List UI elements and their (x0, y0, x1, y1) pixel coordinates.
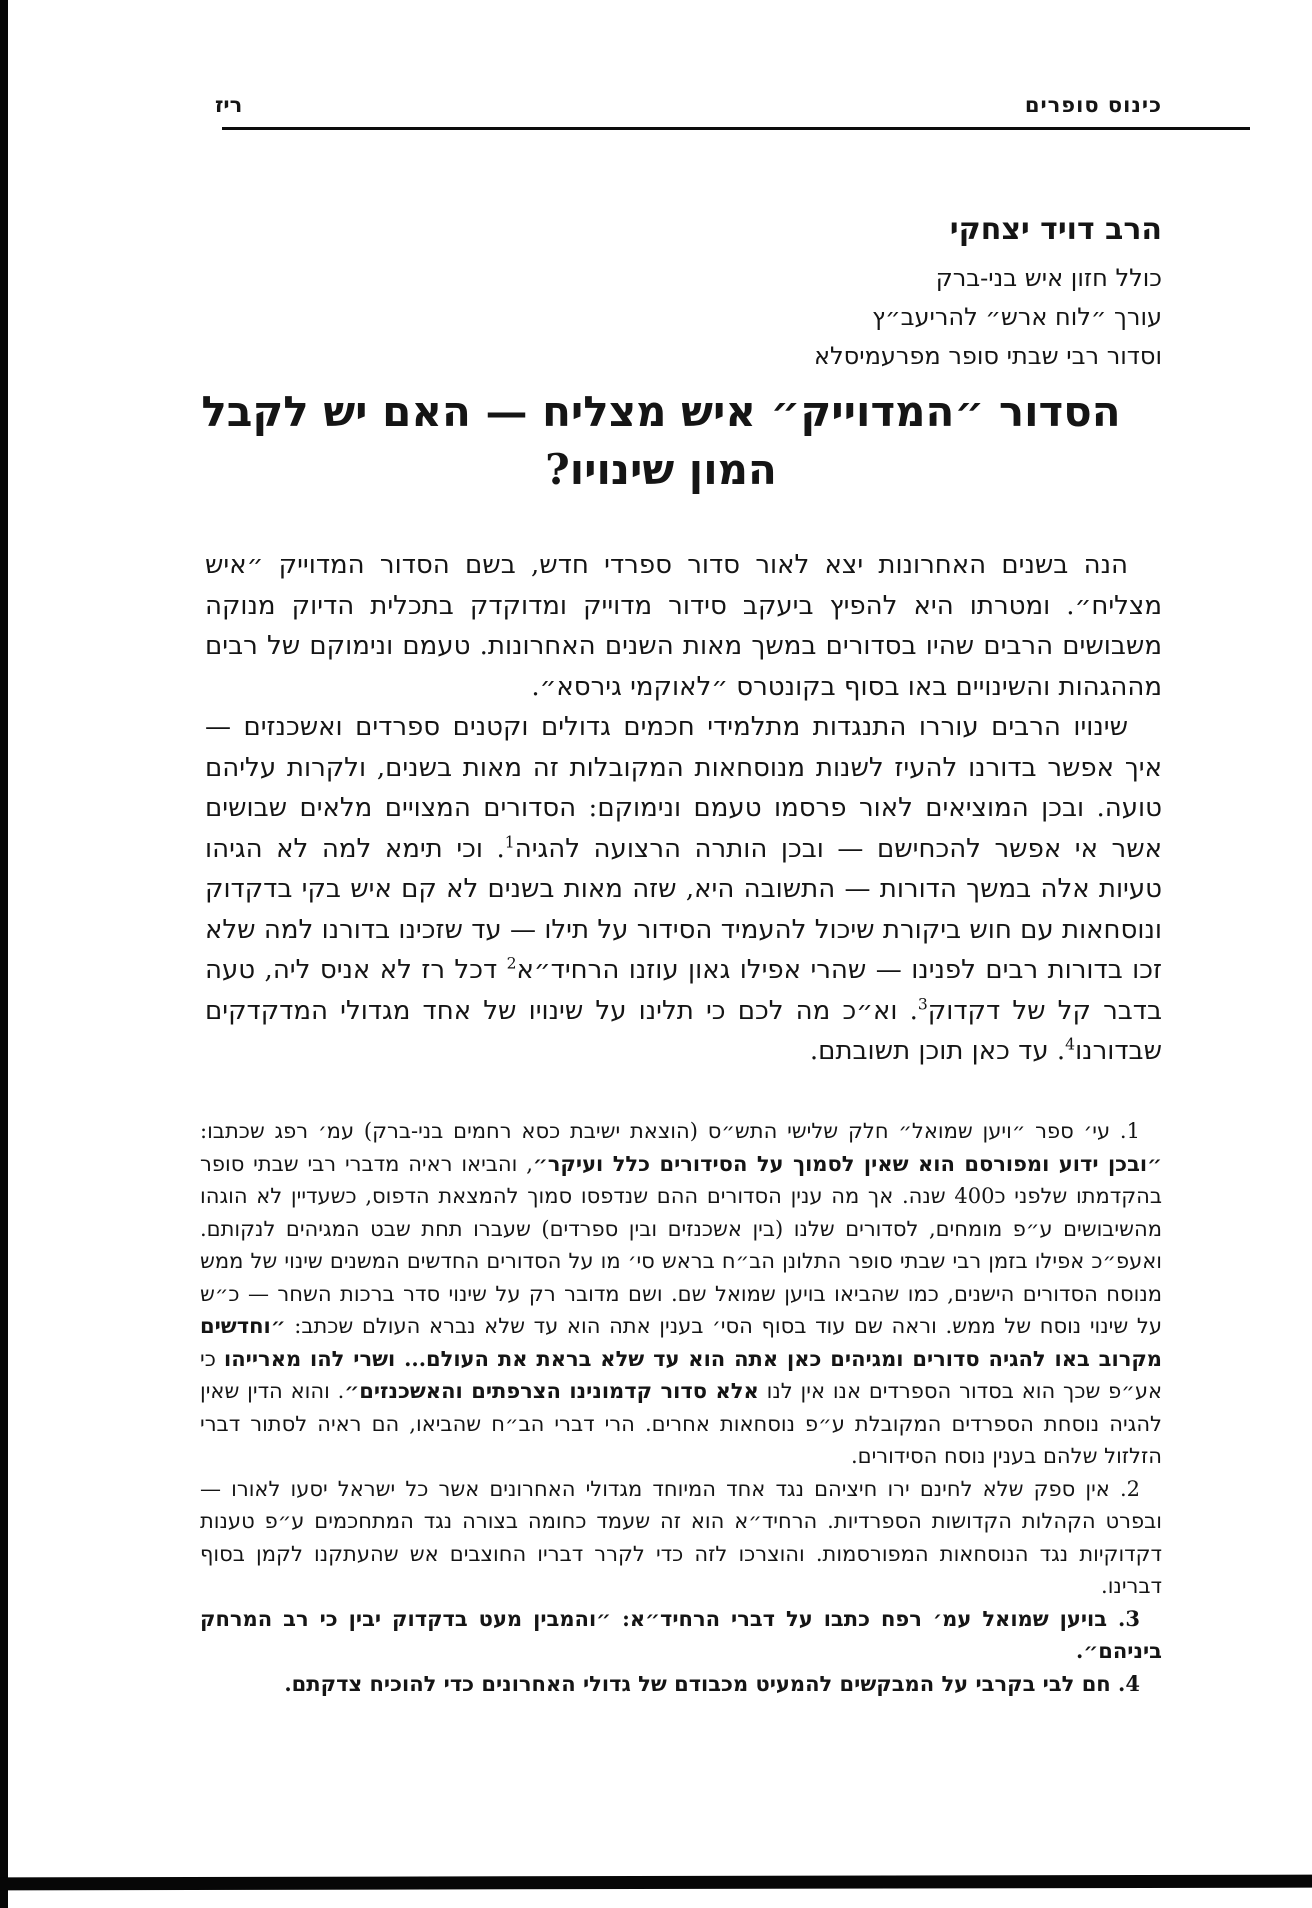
text-run: אלא סדור קדמונינו הצרפתים והאשכנזים״ (344, 1378, 759, 1403)
article-title-line2: המון שינויו? (545, 445, 777, 494)
scan-artifact-left-edge (0, 0, 8, 1908)
footnote (200, 1115, 1162, 1473)
article-body (205, 545, 1162, 1072)
footnote-number: 3. (1107, 1605, 1140, 1631)
footnote-ref: 4 (1065, 1035, 1076, 1054)
scan-artifact-bottom-line (0, 1875, 1312, 1891)
text-run: שינויו הרבים עוררו התנגדות מתלמידי חכמים גדולים וקטנים ספרדים ואשכנזים — איך אפשר בדורנו להעיז לשנות מנוסחאות המקובלות זה מאות בשנים, ולקרות עליהם טועה. ובכן המוציאים לאור פרסמו טעמם ונימוקם: הסדורים המצויים מלאים שבושים אשר אי אפשר להכחישם — ובכן הותרה הרצועה להגיה (205, 712, 1162, 864)
author-name: הרב דויד יצחקי (949, 212, 1162, 247)
text-run: . והוא הדין שאין להגיה נוסחת הספרדים המקובלת ע״פ נוסחאות אחרים. הרי דברי הב״ח שהביאו, הם ראיה לסתור דברי הזלזול שלהם בענין נוסח הסידורים. (200, 1379, 1162, 1468)
text-run: . וכי תימא למה לא הגיהו טעיות אלה במשך הדורות — התשובה היא, שזה מאות בשנים לא קם איש בקי בדקדוק ונוסחאות עם חוש ביקורת שיכול להעמיד הסידור על תילו — עד שזכינו בדורנו למה שלא זכו בדורות רבים לפנינו — שהרי אפילו גאון עוזנו הרחיד״א (205, 833, 1162, 985)
footnote-ref: 3 (917, 994, 928, 1013)
footnotes-list (200, 1115, 1162, 1700)
body-paragraph (205, 707, 1162, 1072)
author-affiliation: עורך ״לוח ארש״ להריעב״ץ (872, 303, 1162, 331)
text-run: , והביאו ראיה מדברי רבי שבתי סופר בהקדמתו שלפני כ400 שנה. אך מה ענין הסדורים ההם שנדפסו סמוך להמצאת הדפוס, כשעדיין לא הוגהו מהשיבושים ע״פ מומחים, לסדורים שלנו (בין אשכנזים ובין ספרדים) שעברו תחת שבט המגיהים לנקותם. ואעפ״כ אפילו בזמן רבי שבתי סופר התלונן הב״ח בראש סי׳ מו על הסדורים החדשים המשנים שינוי של ממש מנוסח הסדורים הישנים, כמו שהביאו בויען שמואל שם. ושם מדובר רק על שינוי סדר ברכות השחר — כ״ש על שינוי נוסח של ממש. וראה שם עוד בסוף הסי׳ בענין אתה הוא עד שלא נברא העולם שכתב: (200, 1151, 1162, 1338)
article-title (160, 383, 1162, 499)
text-run: עי׳ ספר ״ויען שמואל״ חלק שלישי התש״ס (הוצאת ישיבת כסא רחמים בני-ברק) עמ׳ רפג שכתבו: (200, 1119, 1111, 1143)
text-run: חם לבי בקרבי על המבקשים להמעיט מכבודם של גדולי האחרונים כדי להוכיח צדקתם. (284, 1670, 1111, 1696)
text-run: הנה בשנים האחרונות יצא לאור סדור ספרדי חדש, בשם הסדור המדוייק ״איש מצליח״. ומטרתו היא להפיץ ביעקב סידור מדוייק ומדוקדק בתכלית הדיוק מנוקה משבושים הרבים שהיו בסדורים במשך מאות השנים האחרונות. טעמם ונימוקם של רבים מההגהות והשינויים באו בסוף בקונטרס ״לאוקמי גירסא״. (205, 550, 1162, 702)
text-run: בויען שמואל עמ׳ רפח כתבו על דברי הרחיד״א: ״והמבין מעט בדקדוק יבין כי רב המרחק ביניהם״. (200, 1605, 1162, 1663)
footnote (200, 1603, 1162, 1668)
article-title-line1: הסדור ״המדוייק״ איש מצליח — האם יש לקבל (201, 387, 1121, 436)
footnote (200, 1473, 1162, 1603)
footnote-number: 2. (1109, 1476, 1140, 1501)
footnote-ref: 1 (504, 832, 515, 851)
text-run: ״וחדשים מקרוב באו להגיה סדורים ומגיהים כאן אתה הוא עד שלא בראת את העולם... ושרי להו מארייהו (200, 1313, 1163, 1371)
author-block (814, 212, 1162, 376)
page-number: ריז (215, 92, 243, 117)
text-run: . וא״כ מה לכם כי תלינו על שינויו של אחד מגדולי המדקדקים שבדורנו (205, 995, 1162, 1066)
footnote-number: 4. (1110, 1670, 1140, 1696)
text-run: ״ובכן ידוע ומפורסם הוא שאין לסמוך על הסידורים כלל ועיקר״ (532, 1150, 1162, 1176)
text-run: אין ספק שלא לחינם ירו חיציהם נגד אחד המיוחד מגדולי האחרונים אשר כל ישראל יסעו לאורו — ובפרט הקהלות הקדושות הספרדיות. הרחיד״א הוא זה שעמד כחומה בצורה נגד המתחכמים ע״פ טענות דקדוקיות נגד הנוסחאות המפורסמות. והוצרכו לזה כדי לקרר דבריו החוצבים אש שהעתקנו לקמן בסוף דברינו. (200, 1476, 1162, 1598)
author-affiliation: וסדור רבי שבתי סופר מפרעמיסלא (813, 342, 1162, 370)
body-paragraph (205, 545, 1162, 707)
page-header (215, 92, 1162, 117)
footnote (200, 1668, 1162, 1701)
footnote-number: 1. (1110, 1119, 1140, 1143)
header-rule (222, 127, 1250, 130)
author-affiliation: כולל חזון איש בני-ברק (935, 264, 1162, 292)
text-run: . עד כאן תוכן תשובתם. (809, 1036, 1066, 1066)
footnote-ref: 2 (506, 954, 517, 973)
journal-title: כינוס סופרים (1024, 92, 1162, 117)
text-run: דכל רז לא אניס ליה, טעה בדבר קל של דקדוק (205, 955, 1163, 1026)
text-run: כי אע״פ שכך הוא בסדור הספרדים אנו אין לנו (200, 1346, 1162, 1403)
